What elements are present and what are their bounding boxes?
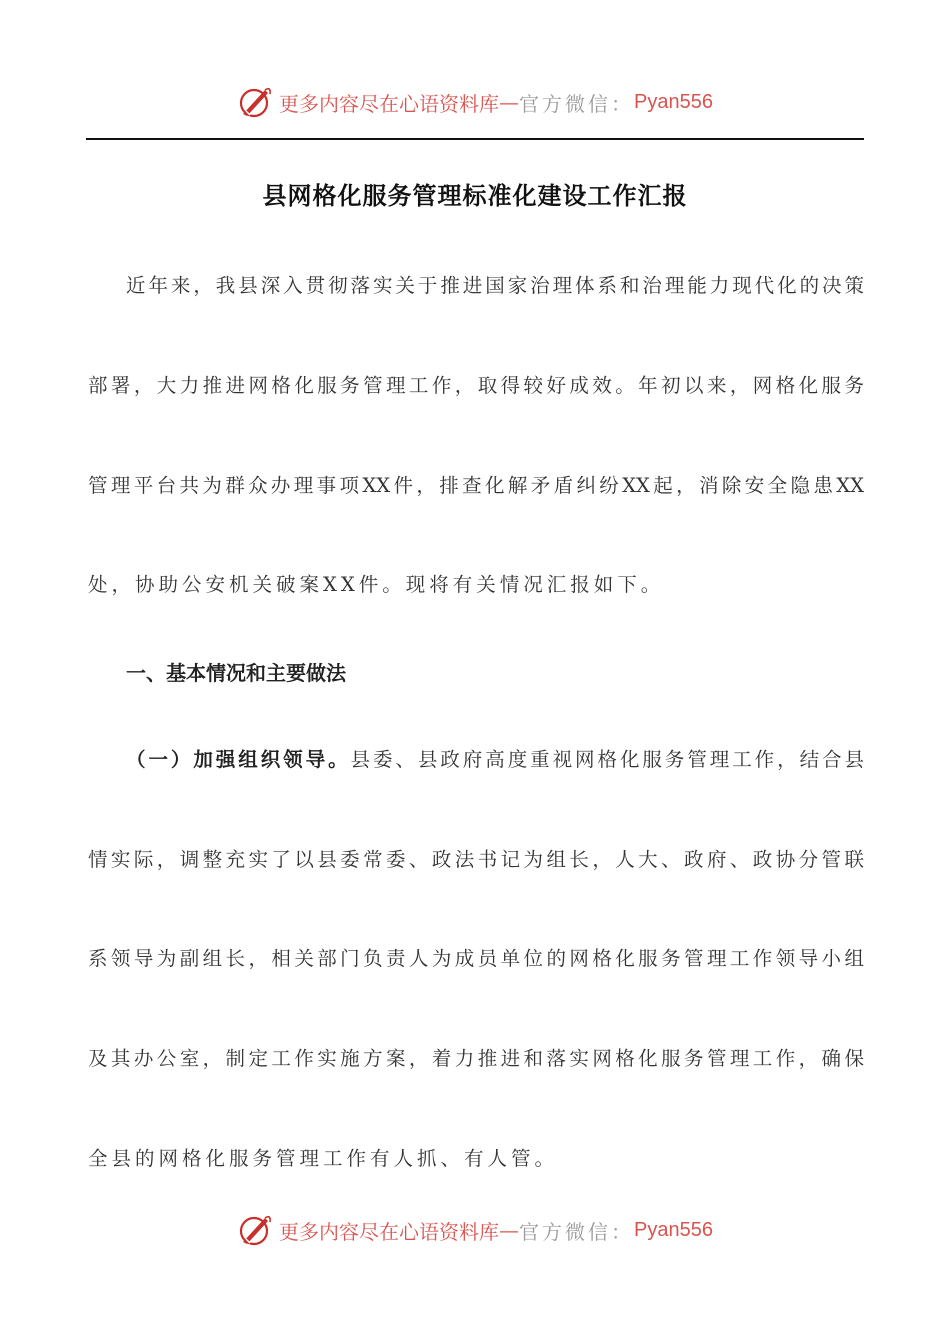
watermark-handle: Pyan556 xyxy=(634,1218,713,1241)
watermark-text: 更多内容尽在心语资料库 xyxy=(279,1219,500,1244)
quill-pen-logo-icon xyxy=(237,84,273,120)
watermark-separator: — xyxy=(499,90,520,114)
watermark-text: 更多内容尽在心语资料库 xyxy=(279,91,500,116)
paragraph-line: 系领导为副组长，相关部门负责人为成员单位的网格化服务管理工作领导小组 xyxy=(88,947,864,970)
paragraph-line: 近年来，我县深入贯彻落实关于推进国家治理体系和治理能力现代化的决策 xyxy=(126,274,864,297)
paragraph-line: 情实际，调整充实了以县委常委、政法书记为组长，人大、政府、政协分管联 xyxy=(88,848,864,871)
quill-pen-logo-icon xyxy=(237,1212,273,1248)
watermark-contact-label: 官方微信： xyxy=(519,91,635,116)
paragraph-line: 及其办公室，制定工作实施方案，着力推进和落实网格化服务管理工作，确保 xyxy=(88,1047,864,1070)
watermark-banner-top xyxy=(0,80,950,124)
subsection-text: 县委、县政府高度重视网格化服务管理工作，结合县 xyxy=(350,748,864,771)
watermark-banner-bottom xyxy=(0,1208,950,1252)
header-divider xyxy=(86,138,864,140)
watermark-handle: Pyan556 xyxy=(634,90,713,113)
paragraph-line: 部署，大力推进网格化服务管理工作，取得较好成效。年初以来，网格化服务 xyxy=(88,374,864,397)
subsection-lead: （一）加强组织领导。 xyxy=(126,748,351,771)
paragraph-line xyxy=(126,746,864,774)
paragraph-line: 处，协助公安机关破案XX件。现将有关情况汇报如下。 xyxy=(88,573,665,596)
section-heading: 一、基本情况和主要做法 xyxy=(126,661,346,685)
watermark-contact-label: 官方微信： xyxy=(519,1219,635,1244)
watermark-separator: — xyxy=(499,1218,520,1242)
document-title: 县网格化服务管理标准化建设工作汇报 xyxy=(262,181,688,210)
paragraph-line: 全县的网格化服务管理工作有人抓、有人管。 xyxy=(88,1147,559,1170)
paragraph-line: 管理平台共为群众办理事项XX件，排查化解矛盾纠纷XX起，消除安全隐患XX xyxy=(88,474,864,497)
